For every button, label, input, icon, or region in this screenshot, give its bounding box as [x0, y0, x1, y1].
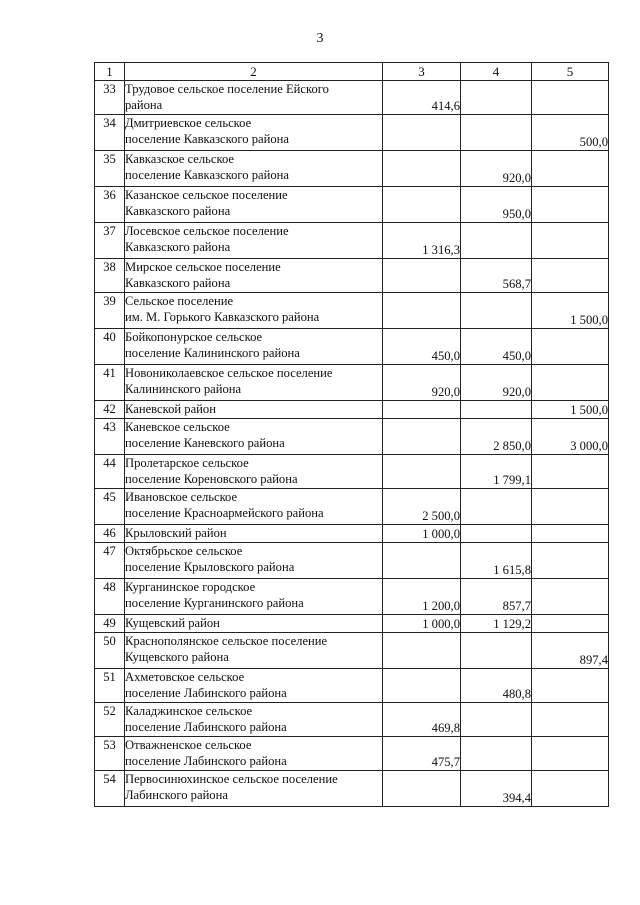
table-body	[95, 81, 609, 807]
amount-col3-cell	[383, 543, 461, 579]
recipient-name-cell: Пролетарское сельское поселение Кореновского района	[125, 455, 383, 489]
amount-col3-cell: 1 200,0	[383, 579, 461, 615]
amount-col3-cell	[383, 115, 461, 151]
table-row	[95, 329, 609, 365]
amount-col3-cell: 475,7	[383, 737, 461, 771]
amount-col5-cell	[532, 223, 609, 259]
amount-col5-cell	[532, 187, 609, 223]
amount-col5-cell	[532, 151, 609, 187]
table-row	[95, 187, 609, 223]
table-row	[95, 489, 609, 525]
recipient-name-cell: Отважненское сельское поселение Лабинского района	[125, 737, 383, 771]
amount-col4-cell: 1 799,1	[461, 455, 532, 489]
amount-col3-cell: 1 000,0	[383, 615, 461, 633]
amount-col5-cell: 1 500,0	[532, 293, 609, 329]
row-number-cell: 42	[95, 401, 125, 419]
amount-col3-cell: 450,0	[383, 329, 461, 365]
recipient-name-cell: Казанское сельское поселение Кавказского района	[125, 187, 383, 223]
row-number-cell: 54	[95, 771, 125, 807]
row-number-cell: 41	[95, 365, 125, 401]
row-number-cell: 34	[95, 115, 125, 151]
recipient-name-cell: Новониколаевское сельское поселение Калининского района	[125, 365, 383, 401]
amount-col4-cell	[461, 293, 532, 329]
table-row	[95, 633, 609, 669]
row-number-cell: 39	[95, 293, 125, 329]
amount-col4-cell	[461, 525, 532, 543]
amount-col4-cell: 950,0	[461, 187, 532, 223]
amount-col3-cell	[383, 401, 461, 419]
table-row	[95, 525, 609, 543]
recipient-name-cell: Каладжинское сельское поселение Лабинского района	[125, 703, 383, 737]
amount-col4-cell: 920,0	[461, 151, 532, 187]
table-row	[95, 115, 609, 151]
amount-col3-cell: 2 500,0	[383, 489, 461, 525]
table-row	[95, 81, 609, 115]
row-number-cell: 48	[95, 579, 125, 615]
row-number-cell: 45	[95, 489, 125, 525]
amount-col5-cell	[532, 615, 609, 633]
table-row	[95, 365, 609, 401]
amount-col5-cell	[532, 771, 609, 807]
table-row	[95, 293, 609, 329]
row-number-cell: 51	[95, 669, 125, 703]
amount-col3-cell	[383, 419, 461, 455]
row-number-cell: 37	[95, 223, 125, 259]
amount-col5-cell: 3 000,0	[532, 419, 609, 455]
recipient-name-cell: Бойкопонурское сельское поселение Калининского района	[125, 329, 383, 365]
row-number-cell: 38	[95, 259, 125, 293]
recipient-name-cell: Кущевский район	[125, 615, 383, 633]
row-number-cell: 53	[95, 737, 125, 771]
recipient-name-cell: Крыловский район	[125, 525, 383, 543]
table-row	[95, 669, 609, 703]
column-header: 1	[95, 63, 125, 81]
table-row	[95, 151, 609, 187]
allocation-table	[94, 62, 609, 807]
amount-col3-cell	[383, 633, 461, 669]
row-number-cell: 33	[95, 81, 125, 115]
column-header: 5	[532, 63, 609, 81]
amount-col4-cell: 920,0	[461, 365, 532, 401]
amount-col3-cell	[383, 669, 461, 703]
table-row	[95, 771, 609, 807]
amount-col4-cell	[461, 223, 532, 259]
row-number-cell: 36	[95, 187, 125, 223]
amount-col4-cell: 480,8	[461, 669, 532, 703]
table-row	[95, 579, 609, 615]
amount-col5-cell	[532, 579, 609, 615]
amount-col5-cell	[532, 489, 609, 525]
amount-col5-cell	[532, 703, 609, 737]
amount-col3-cell	[383, 771, 461, 807]
amount-col3-cell: 1 000,0	[383, 525, 461, 543]
amount-col4-cell	[461, 703, 532, 737]
amount-col5-cell: 897,4	[532, 633, 609, 669]
recipient-name-cell: Трудовое сельское поселение Ейского района	[125, 81, 383, 115]
amount-col5-cell	[532, 669, 609, 703]
amount-col3-cell: 920,0	[383, 365, 461, 401]
recipient-name-cell: Краснополянское сельское поселение Кущевского района	[125, 633, 383, 669]
row-number-cell: 49	[95, 615, 125, 633]
amount-col4-cell: 1 615,8	[461, 543, 532, 579]
amount-col3-cell	[383, 187, 461, 223]
row-number-cell: 35	[95, 151, 125, 187]
table-row	[95, 737, 609, 771]
amount-col4-cell: 1 129,2	[461, 615, 532, 633]
amount-col5-cell	[532, 525, 609, 543]
amount-col3-cell	[383, 455, 461, 489]
amount-col3-cell: 1 316,3	[383, 223, 461, 259]
column-header: 4	[461, 63, 532, 81]
amount-col5-cell	[532, 329, 609, 365]
amount-col5-cell	[532, 259, 609, 293]
row-number-cell: 46	[95, 525, 125, 543]
amount-col3-cell	[383, 259, 461, 293]
table-row	[95, 401, 609, 419]
row-number-cell: 50	[95, 633, 125, 669]
recipient-name-cell: Дмитриевское сельское поселение Кавказского района	[125, 115, 383, 151]
row-number-cell: 44	[95, 455, 125, 489]
recipient-name-cell: Ахметовское сельское поселение Лабинского района	[125, 669, 383, 703]
table-header-row	[95, 63, 609, 81]
row-number-cell: 52	[95, 703, 125, 737]
amount-col4-cell	[461, 81, 532, 115]
amount-col3-cell	[383, 151, 461, 187]
table-row	[95, 455, 609, 489]
amount-col4-cell: 450,0	[461, 329, 532, 365]
amount-col3-cell	[383, 293, 461, 329]
amount-col4-cell	[461, 737, 532, 771]
amount-col3-cell: 414,6	[383, 81, 461, 115]
row-number-cell: 43	[95, 419, 125, 455]
table-row	[95, 615, 609, 633]
table-row	[95, 543, 609, 579]
recipient-name-cell: Лосевское сельское поселение Кавказского района	[125, 223, 383, 259]
amount-col4-cell	[461, 489, 532, 525]
recipient-name-cell: Сельское поселение им. М. Горького Кавказского района	[125, 293, 383, 329]
table-row	[95, 259, 609, 293]
row-number-cell: 47	[95, 543, 125, 579]
amount-col5-cell	[532, 365, 609, 401]
recipient-name-cell: Каневской район	[125, 401, 383, 419]
amount-col5-cell: 500,0	[532, 115, 609, 151]
row-number-cell: 40	[95, 329, 125, 365]
amount-col4-cell: 394,4	[461, 771, 532, 807]
amount-col4-cell	[461, 115, 532, 151]
amount-col5-cell	[532, 455, 609, 489]
amount-col4-cell: 568,7	[461, 259, 532, 293]
recipient-name-cell: Первосинюхинское сельское поселение Лабинского района	[125, 771, 383, 807]
table-row	[95, 223, 609, 259]
recipient-name-cell: Кавказское сельское поселение Кавказского района	[125, 151, 383, 187]
column-header: 3	[383, 63, 461, 81]
amount-col4-cell: 857,7	[461, 579, 532, 615]
table-row	[95, 703, 609, 737]
amount-col5-cell	[532, 543, 609, 579]
page-number: 3	[316, 31, 324, 46]
recipient-name-cell: Октябрьское сельское поселение Крыловского района	[125, 543, 383, 579]
recipient-name-cell: Каневское сельское поселение Каневского района	[125, 419, 383, 455]
column-header: 2	[125, 63, 383, 81]
table-row	[95, 419, 609, 455]
amount-col4-cell	[461, 401, 532, 419]
recipient-name-cell: Курганинское городское поселение Курганинского района	[125, 579, 383, 615]
amount-col4-cell	[461, 633, 532, 669]
amount-col3-cell: 469,8	[383, 703, 461, 737]
amount-col4-cell: 2 850,0	[461, 419, 532, 455]
amount-col5-cell	[532, 81, 609, 115]
recipient-name-cell: Мирское сельское поселение Кавказского района	[125, 259, 383, 293]
recipient-name-cell: Ивановское сельское поселение Красноармейского района	[125, 489, 383, 525]
amount-col5-cell: 1 500,0	[532, 401, 609, 419]
amount-col5-cell	[532, 737, 609, 771]
